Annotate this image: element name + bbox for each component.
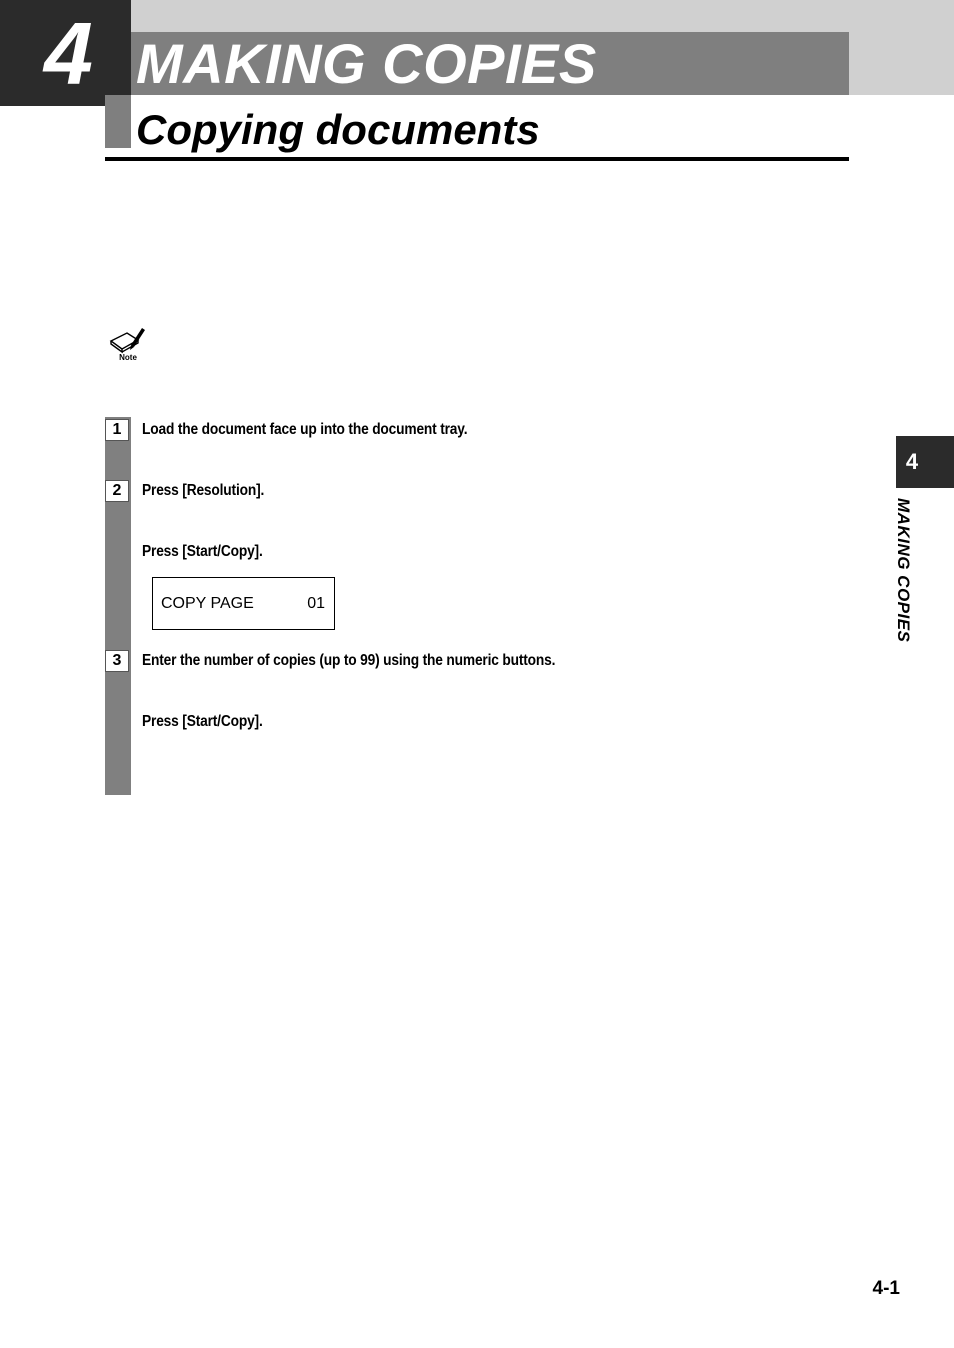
step-2-substep-text: Press [Start/Copy]. [142,543,263,560]
steps-sidebar-bar [105,417,131,795]
step-3-number: 3 [105,650,129,672]
side-tab-label: MAKING COPIES [894,498,913,643]
section-marker [105,95,131,148]
step-3-substep-text: Press [Start/Copy]. [142,713,263,730]
step-2-number: 2 [105,480,129,502]
step-1-number: 1 [105,419,129,441]
step-2-text: Press [Resolution]. [142,482,265,499]
lcd-display-value: 01 [307,595,325,612]
side-tab-number: 4 [905,449,919,474]
note-label: Note [119,353,137,362]
chapter-number: 4 [44,4,93,103]
step-1-text: Load the document face up into the document tray. [142,421,468,438]
page-number: 4-1 [872,1278,900,1299]
lcd-display [152,577,335,630]
lcd-display-label: COPY PAGE [161,595,254,612]
section-divider [105,157,849,161]
step-3-text: Enter the number of copies (up to 99) using the numeric buttons. [142,652,556,669]
section-title: Copying documents [136,106,540,153]
chapter-title: MAKING COPIES [136,32,597,95]
